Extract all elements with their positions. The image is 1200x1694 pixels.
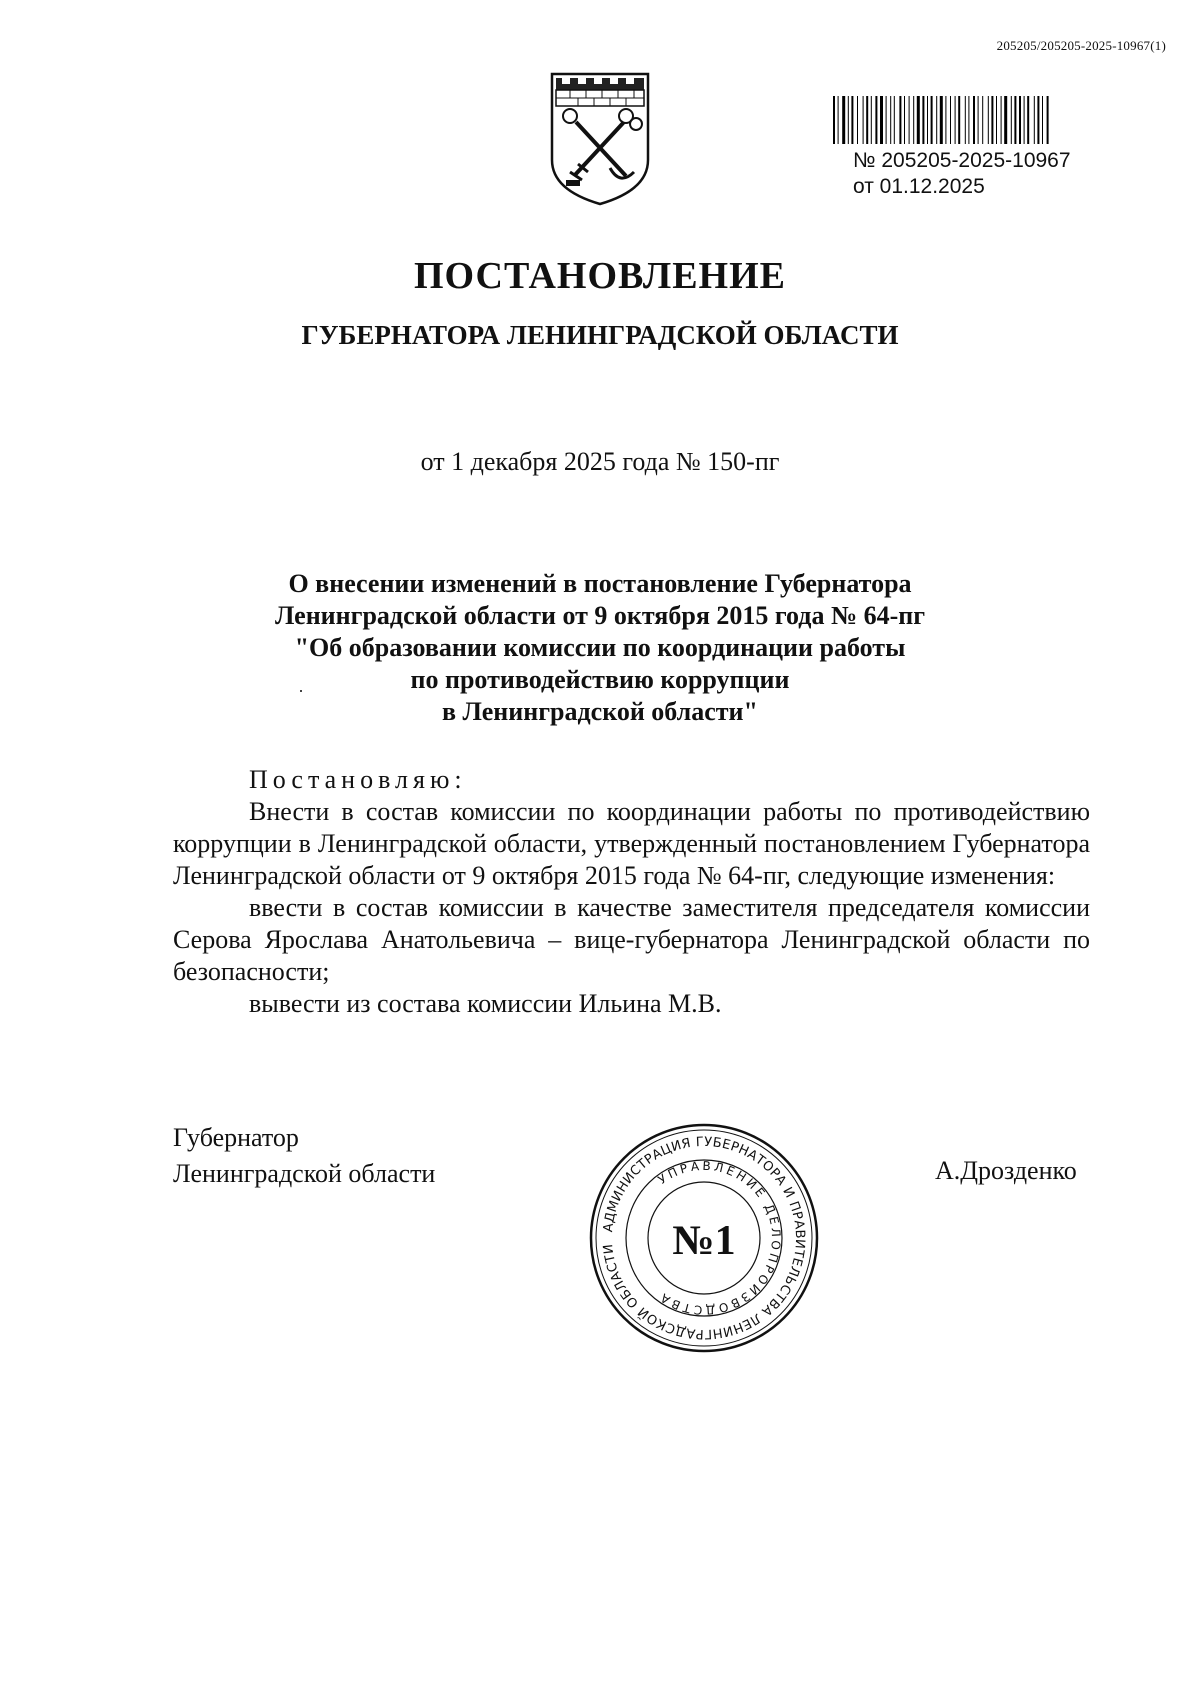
stamp-outer-text: АДМИНИСТРАЦИЯ ГУБЕРНАТОРА И ПРАВИТЕЛЬСТВА ЛЕНИНГРАДСКОЙ ОБЛАСТИ (601, 1134, 808, 1342)
barcode-bar (909, 96, 910, 144)
barcode-bar (955, 96, 956, 144)
barcode-bar (1034, 96, 1035, 144)
barcode-bar (913, 96, 914, 144)
signature-role-line: Ленинградской области (173, 1159, 436, 1188)
barcode-bar (945, 96, 946, 144)
barcode-bar (894, 96, 895, 144)
barcode-bar (848, 96, 849, 144)
signature-name: А.Дрозденко (935, 1156, 1077, 1185)
barcode-bar (842, 96, 845, 144)
document-title: ПОСТАНОВЛЕНИЕ (413, 255, 787, 297)
barcode-bar (958, 96, 960, 144)
barcode-bar (973, 96, 975, 144)
barcode-bar (1027, 96, 1029, 144)
barcode-bar (880, 96, 883, 144)
signature-role (173, 1120, 435, 1192)
barcode-bar (851, 96, 853, 144)
decree-word: Постановляю: (249, 765, 467, 794)
signature-role-line: Губернатор (173, 1123, 299, 1152)
barcode-bar (863, 96, 864, 144)
barcode-bar (917, 96, 920, 144)
stamp-number: №1 (672, 1218, 736, 1264)
scan-speck (300, 690, 302, 692)
registration-number: № 205205-2025-10967 (853, 149, 1071, 172)
subject-line: Ленинградской области от 9 октября 2015 года № 64-пг (274, 601, 926, 630)
barcode-bar (996, 96, 997, 144)
document-corner-code: 205205/205205-2025-10967(1) (996, 38, 1166, 53)
barcode-bar (1047, 96, 1049, 144)
barcode-bar (1037, 96, 1039, 144)
barcode-bar (904, 96, 905, 144)
barcode-bar (965, 96, 966, 144)
barcode-bar (1042, 96, 1043, 144)
barcode-bar (988, 96, 989, 144)
official-stamp-icon (586, 1120, 822, 1356)
barcode-icon (833, 96, 1098, 144)
barcode-bar (833, 96, 835, 144)
barcode-bar (838, 96, 839, 144)
barcode-bar (936, 96, 937, 144)
barcode-bar (1011, 96, 1012, 144)
subject-line: "Об образовании комиссии по координации работы (294, 633, 906, 662)
document-subtitle: ГУБЕРНАТОРА ЛЕНИНГРАДСКОЙ ОБЛАСТИ (301, 320, 899, 350)
barcode-bar (940, 96, 943, 144)
barcode-bar (886, 96, 887, 144)
barcode-bar (899, 96, 901, 144)
barcode-bar (875, 96, 877, 144)
stamp-inner-text: УПРАВЛЕНИЕ ДЕЛОПРОИЗВОДСТВА (655, 1158, 784, 1318)
subject-line: по противодействию коррупции (410, 665, 790, 694)
document-body (173, 764, 1090, 1020)
barcode-bar (927, 96, 928, 144)
barcode-bar (1004, 96, 1007, 144)
document-subject (0, 568, 1200, 728)
barcode-bar (890, 96, 891, 144)
barcode-bar (978, 96, 979, 144)
coat-of-arms-icon (548, 68, 652, 208)
body-paragraph: Внести в состав комиссии по координации работы по противодействию коррупции в Ленинградской области, утвержденный постановлением Губернатора Ленинградской области от 9 октября 2015 года № 64-пг, следующие изменения: (173, 797, 1090, 890)
barcode-bar (1001, 96, 1002, 144)
barcode-bar (866, 96, 868, 144)
registration-block (853, 148, 1071, 200)
subject-line: в Ленинградской области" (442, 697, 758, 726)
body-paragraph: вывести из состава комиссии Ильина М.В. (249, 989, 722, 1018)
document-date-line: от 1 декабря 2025 года № 150-пг (420, 447, 780, 476)
barcode-bar (982, 96, 983, 144)
barcode-bar (1019, 96, 1021, 144)
barcode-bar (922, 96, 924, 144)
barcode-bar (991, 96, 993, 144)
barcode-bar (931, 96, 933, 144)
subject-line: О внесении изменений в постановление Губернатора (288, 569, 912, 598)
barcode-bar (871, 96, 872, 144)
registration-date: от 01.12.2025 (853, 175, 985, 198)
barcode-bar (950, 96, 951, 144)
body-paragraph: ввести в состав комиссии в качестве заместителя председателя комиссии Серова Ярослава Анатольевича – вице-губернатора Ленинградской области по безопасности; (173, 893, 1090, 986)
barcode-bar (1014, 96, 1016, 144)
barcode-bar (857, 96, 858, 144)
barcode-bar (1024, 96, 1025, 144)
barcode-bar (968, 96, 969, 144)
